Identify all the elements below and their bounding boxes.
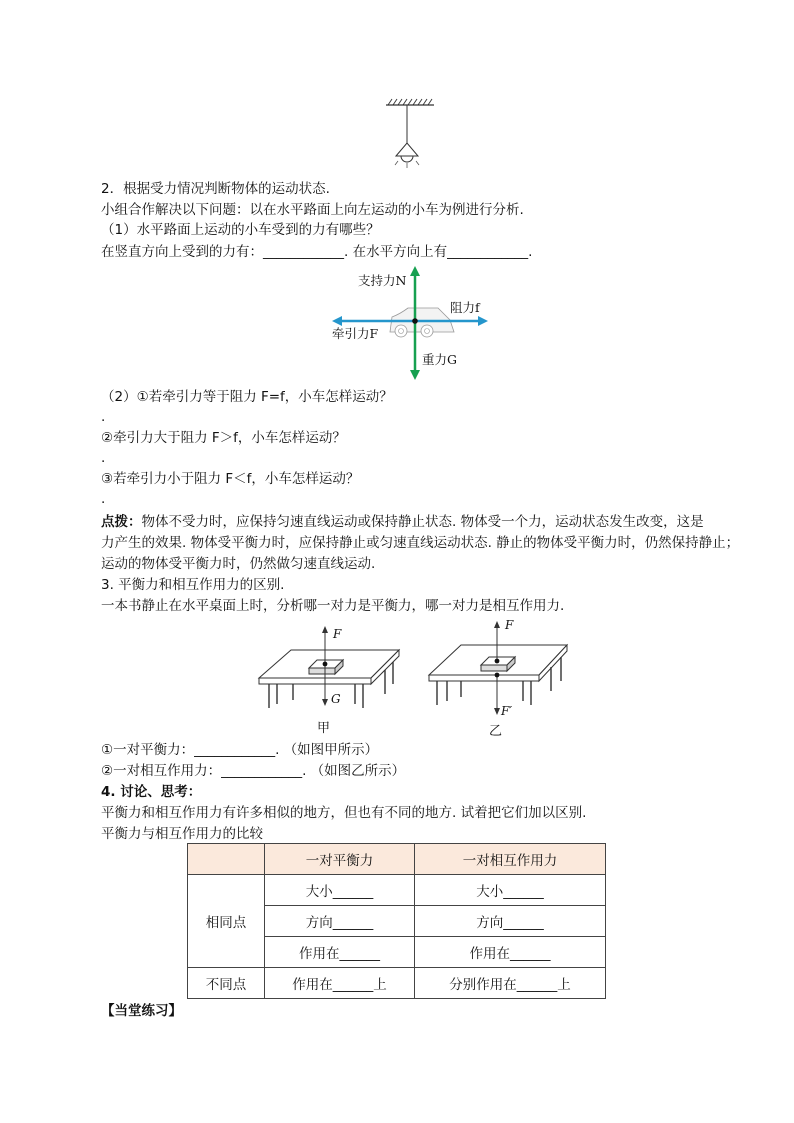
question-1: （1）水平路面上运动的小车受到的力有哪些？: [101, 222, 380, 238]
jia-caption: 甲: [317, 721, 331, 736]
cell-balance-diff: 作用在______上: [265, 968, 415, 999]
tip-line-1: [101, 513, 704, 531]
comparison-table: [187, 843, 606, 999]
book-figure-yi: [425, 615, 575, 741]
book-figure-jia: [255, 622, 405, 740]
fill-interaction-force: ②一对相互作用力：____________. （如图乙所示）: [101, 763, 406, 779]
car-force-diagram: [330, 262, 510, 382]
support-arrowhead: [410, 266, 420, 276]
cell-interaction-direction: 方向______: [415, 906, 606, 937]
cell-balance-size: 大小______: [265, 875, 415, 906]
practice-heading: 【当堂练习】: [101, 1003, 182, 1019]
header-balance: 一对平衡力: [265, 844, 415, 875]
support-label: 支持力N: [358, 273, 407, 288]
header-interaction: 一对相互作用力: [415, 844, 606, 875]
gravity-label: 重力G: [422, 352, 457, 367]
hanging-lamp-figure: [380, 98, 440, 170]
table-header-row: [188, 844, 606, 875]
tip-text-1: 物体不受力时，应保持匀速直线运动或保持静止状态. 物体受一个力，运动状态发生改变，这是: [141, 514, 704, 530]
header-empty-cell: [188, 844, 265, 875]
tip-line-3: 运动的物体受平衡力时，仍然做匀速直线运动.: [101, 556, 376, 572]
table-row: [188, 968, 606, 999]
resistance-label: 阻力f: [450, 300, 480, 315]
answer-dot-1: .: [101, 409, 106, 425]
cell-interaction-diff: 分别作用在______上: [415, 968, 606, 999]
cell-balance-direction: 方向______: [265, 906, 415, 937]
cell-balance-act-on: 作用在______: [265, 937, 415, 968]
jia-force-G: G: [331, 692, 341, 706]
answer-dot-3: .: [101, 491, 106, 507]
jia-force-F: F: [333, 627, 342, 641]
question-2a: （2）①若牵引力等于阻力 F=f，小车怎样运动？: [101, 389, 393, 405]
tip-line-2: 力产生的效果. 物体受平衡力时，应保持静止或匀速直线运动状态. 静止的物体受平衡力时，仍然保持静止；: [101, 535, 740, 551]
table-title: 平衡力与相互作用力的比较: [101, 826, 263, 842]
question-1-fill: 在竖直方向上受到的力有：____________. 在水平方向上有____________.: [101, 244, 533, 260]
answer-dot-2: .: [101, 450, 106, 466]
gravity-arrowhead: [410, 370, 420, 380]
traction-label: 牵引力F: [332, 326, 379, 341]
traction-arrowhead: [332, 316, 342, 326]
tip-label: 点拨：: [101, 514, 142, 530]
section3-heading: 3. 平衡力和相互作用力的区别.: [101, 577, 285, 593]
fill-balance-force: ①一对平衡力：____________. （如图甲所示）: [101, 742, 379, 758]
section4-text: 平衡力和相互作用力有许多相似的地方，但也有不同的地方. 试着把它们加以区别.: [101, 805, 587, 821]
table-row: [188, 875, 606, 906]
yi-force-Fprime: F′: [501, 704, 513, 718]
section2-heading: 2．根据受力情况判断物体的运动状态.: [101, 181, 330, 197]
question-2c: ③若牵引力小于阻力 F＜f，小车怎样运动？: [101, 471, 360, 487]
row-label-diff: 不同点: [188, 968, 265, 999]
resistance-arrowhead: [478, 316, 488, 326]
row-label-same: 相同点: [188, 875, 265, 968]
section2-task: 小组合作解决以下问题：以在水平路面上向左运动的小车为例进行分析.: [101, 202, 524, 218]
section4-heading: 4. 讨论、思考：: [101, 784, 202, 800]
yi-force-F: F: [505, 618, 514, 632]
yi-caption: 乙: [489, 724, 503, 739]
question-2b: ②牵引力大于阻力 F＞f，小车怎样运动？: [101, 430, 346, 446]
section3-task: 一本书静止在水平桌面上时，分析哪一对力是平衡力，哪一对力是相互作用力.: [101, 598, 565, 614]
cell-interaction-act-on: 作用在______: [415, 937, 606, 968]
cell-interaction-size: 大小______: [415, 875, 606, 906]
